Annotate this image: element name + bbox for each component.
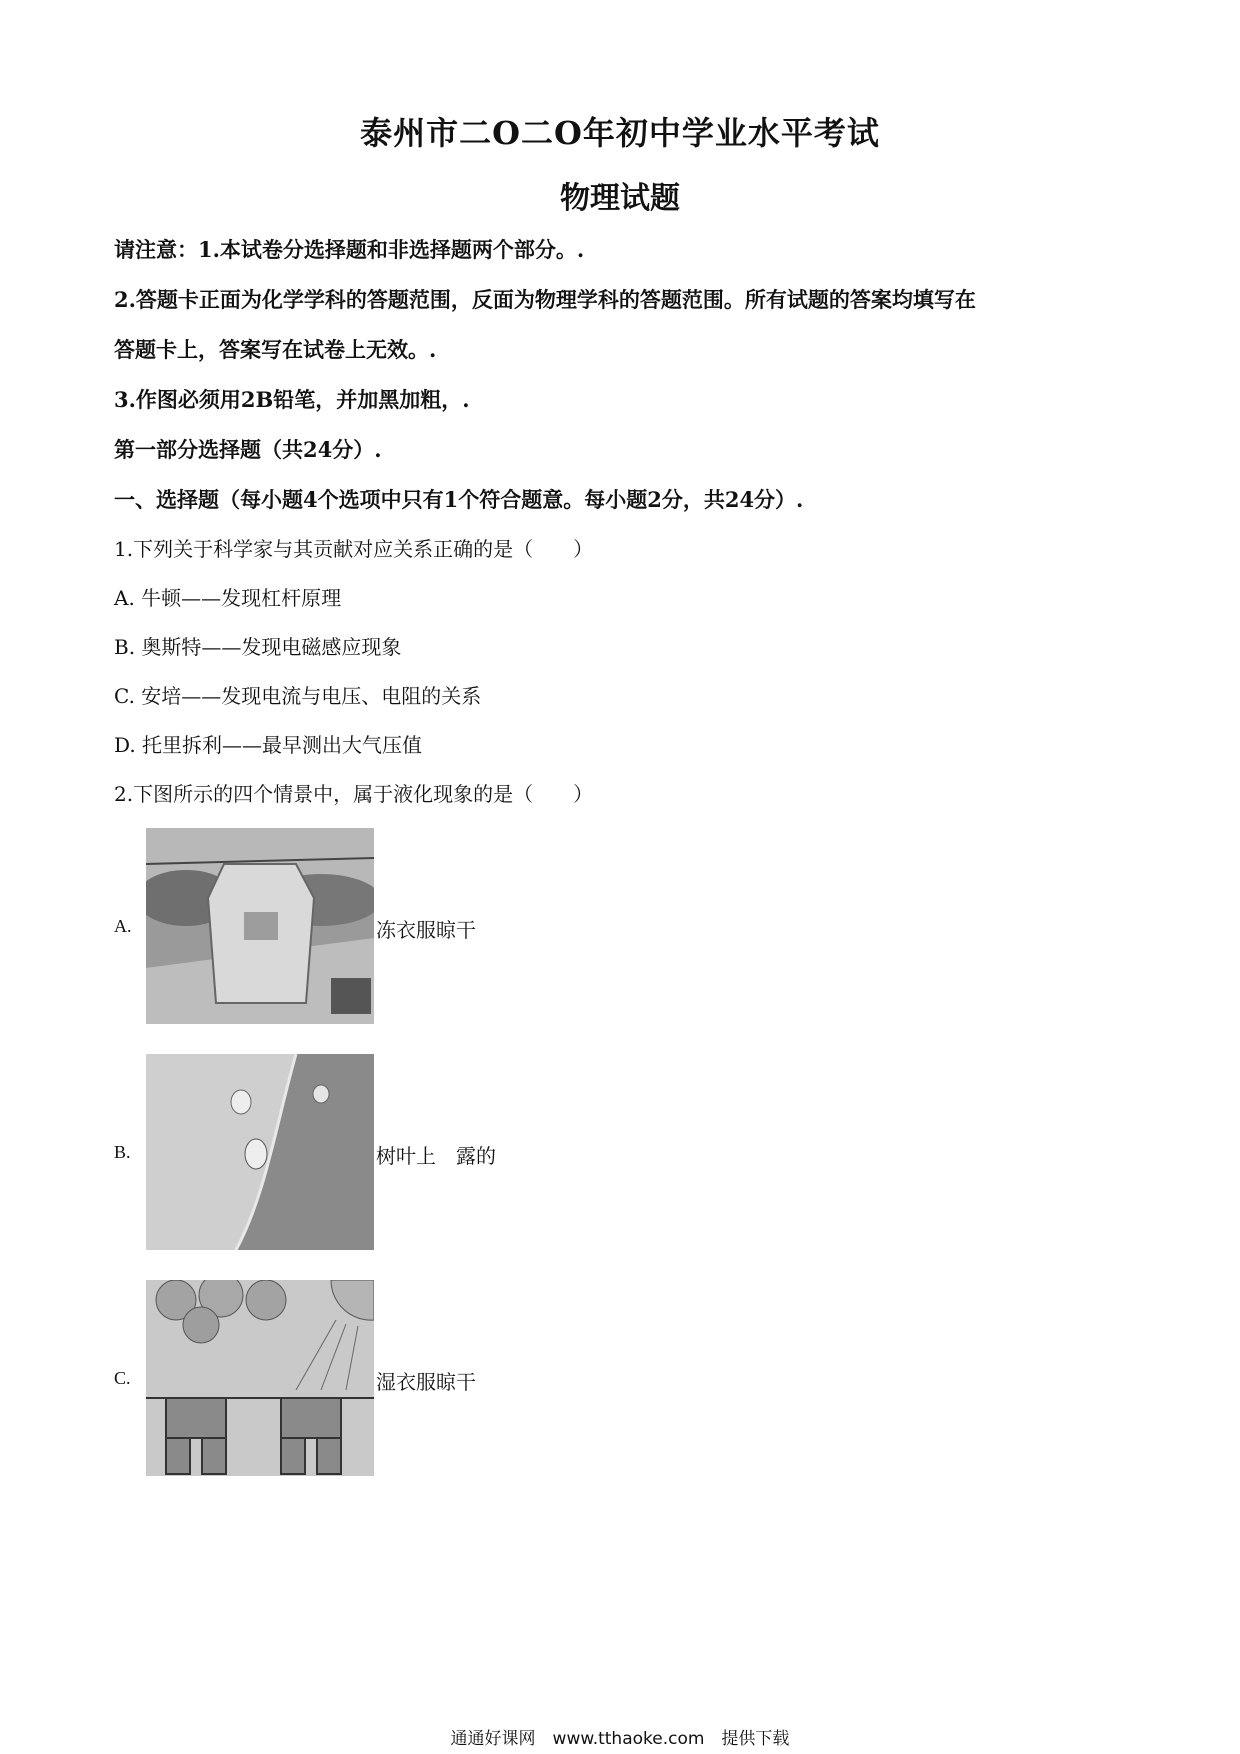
question-1-option-c: C. 安培——发现电流与电压、电阻的关系 (114, 684, 482, 708)
question-1-stem: 1.下列关于科学家与其贡献对应关系正确的是（ ） (114, 537, 594, 561)
note-3: 3.作图必须用2B铅笔，并加黑加粗，. (114, 387, 470, 412)
question-1-option-b: B. 奥斯特——发现电磁感应现象 (114, 635, 402, 659)
dew-on-leaf-photo (146, 1054, 374, 1250)
part-heading: 第一部分选择题（共24分）. (114, 437, 382, 462)
option-c-caption: 湿衣服晾干 (376, 1370, 476, 1394)
option-b-label: B. (114, 1142, 131, 1162)
option-a-caption: 冻衣服晾干 (376, 918, 476, 942)
option-a-label: A. (114, 916, 132, 936)
section-heading: 一、选择题（每小题4个选项中只有1个符合题意。每小题2分，共24分）. (114, 487, 804, 512)
footer-source: 通通好课网 www.tthaoke.com 提供下载 (450, 1729, 790, 1749)
question-2-option-a (114, 828, 1014, 1028)
question-2-option-b (114, 1054, 1014, 1254)
question-1-option-a: A. 牛顿——发现杠杆原理 (114, 586, 342, 610)
note-2: 2.答题卡正面为化学学科的答题范围，反面为物理学科的答题范围。所有试题的答案均填写在 (114, 287, 976, 312)
question-1-option-d: D. 托里拆利——最早测出大气压值 (114, 733, 423, 757)
question-2-option-c (114, 1280, 1014, 1480)
drying-clothes-drawing (146, 1280, 374, 1476)
option-c-label: C. (114, 1368, 131, 1388)
option-b-caption: 树叶上 露的 (376, 1144, 496, 1168)
exam-subtitle: 物理试题 (560, 181, 680, 216)
question-2-stem: 2.下图所示的四个情景中，属于液化现象的是（ ） (114, 782, 594, 806)
note-2-cont: 答题卡上，答案写在试卷上无效。. (114, 337, 437, 362)
frozen-clothes-photo (146, 828, 374, 1024)
exam-title: 泰州市二O二O年初中学业水平考试 (360, 114, 880, 152)
note-1: 请注意：1.本试卷分选择题和非选择题两个部分。. (114, 237, 585, 262)
